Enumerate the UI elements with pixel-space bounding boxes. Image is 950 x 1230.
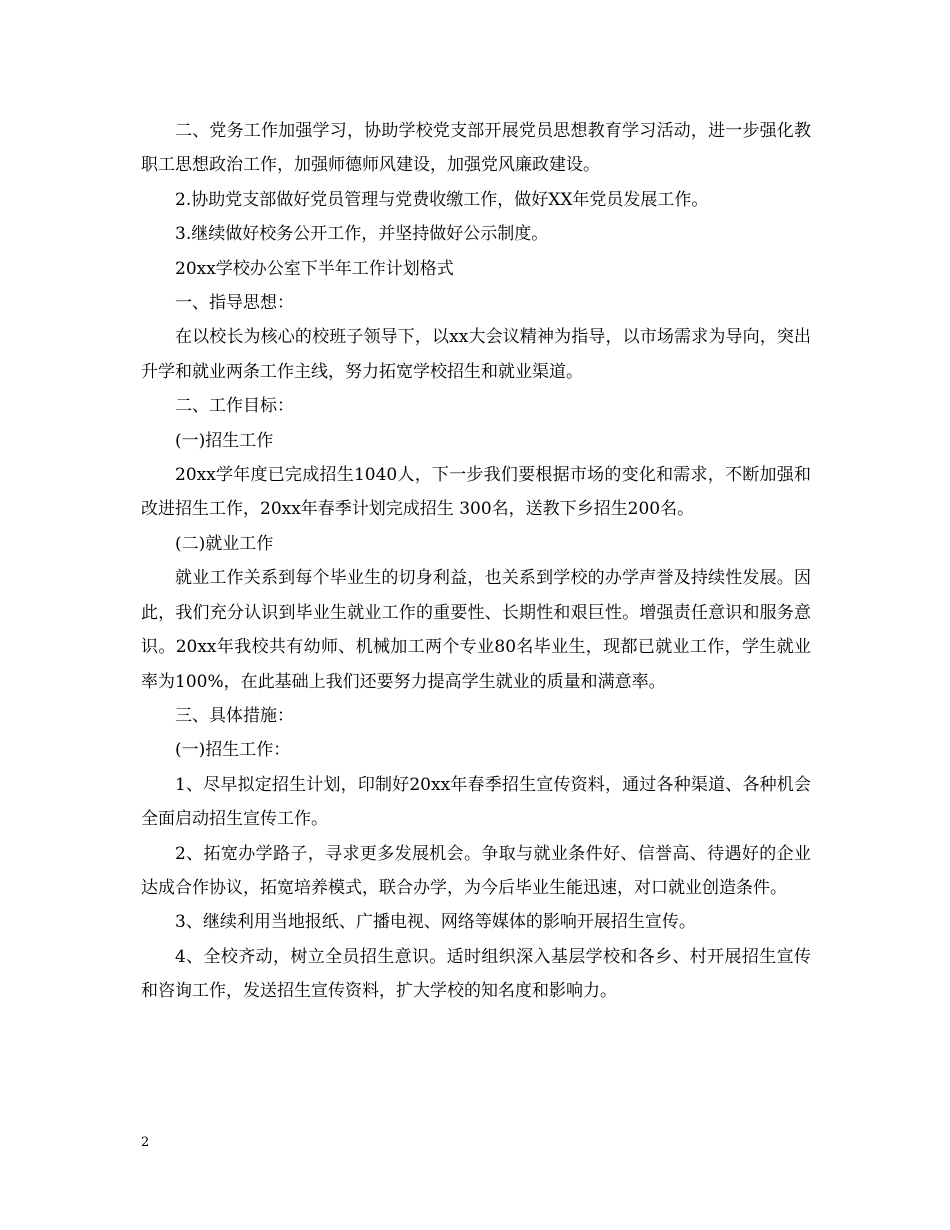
paragraph-measure-1: 1、尽早拟定招生计划，印制好20xx年春季招生宣传资料，通过各种渠道、各种机会全面启动招生宣传工作。 [141,774,811,830]
paragraph-measure-4: 4、全校齐动，树立全员招生意识。适时组织深入基层学校和各乡、村开展招生宣传和咨询工作，发送招生宣传资料，扩大学校的知名度和影响力。 [141,946,811,1002]
subheading-enrollment-measures: (一)招生工作： [175,740,291,761]
paragraph-party-work: 二、党务工作加强学习，协助学校党支部开展党员思想教育学习活动，进一步强化教职工思想政治工作，加强师德师风建设，加强党风廉政建设。 [141,121,811,176]
heading-specific-measures: 三、具体措施： [175,705,294,726]
subheading-employment-work: (二)就业工作 [175,533,274,554]
paragraph-party-member-management: 2.协助党支部做好党员管理与党费收缴工作，做好XX年党员发展工作。 [175,189,709,210]
page-number: 2 [141,1135,150,1150]
subheading-enrollment-work: (一)招生工作 [175,430,274,451]
heading-guiding-thought: 一、指导思想： [175,293,294,314]
heading-work-goals: 二、工作目标： [175,396,294,417]
document-body [141,114,811,1009]
paragraph-measure-2: 2、拓宽办学路子，寻求更多发展机会。争取与就业条件好、信誉高、待遇好的企业达成合作协议，拓宽培养模式，联合办学，为今后毕业生能迅速，对口就业创造条件。 [141,843,811,898]
paragraph-measure-3: 3、继续利用当地报纸、广播电视、网络等媒体的影响开展招生宣传。 [175,912,696,933]
paragraph-employment-goals: 就业工作关系到每个毕业生的切身利益，也关系到学校的办学声誉及持续性发展。因此，我们充分认识到毕业生就业工作的重要性、长期性和艰巨性。增强责任意识和服务意识。20xx年我校共有幼师、机械加工两个专业80名毕业生，现都已就业工作，学生就业率为100%，在此基础上我们还要努力提高学生就业的质量和满意率。 [141,568,811,692]
paragraph-guiding-thought: 在以校长为核心的校班子领导下，以xx大会议精神为指导，以市场需求为导向，突出升学和就业两条工作主线，努力拓宽学校招生和就业渠道。 [141,327,811,382]
paragraph-school-affairs-disclosure: 3.继续做好校务公开工作，并坚持做好公示制度。 [175,224,549,245]
section-title-work-plan: 20xx学校办公室下半年工作计划格式 [175,258,454,279]
paragraph-enrollment-goals: 20xx学年度已完成招生1040人，下一步我们要根据市场的变化和需求，不断加强和改进招生工作，20xx年春季计划完成招生 300名，送教下乡招生200名。 [141,465,811,520]
